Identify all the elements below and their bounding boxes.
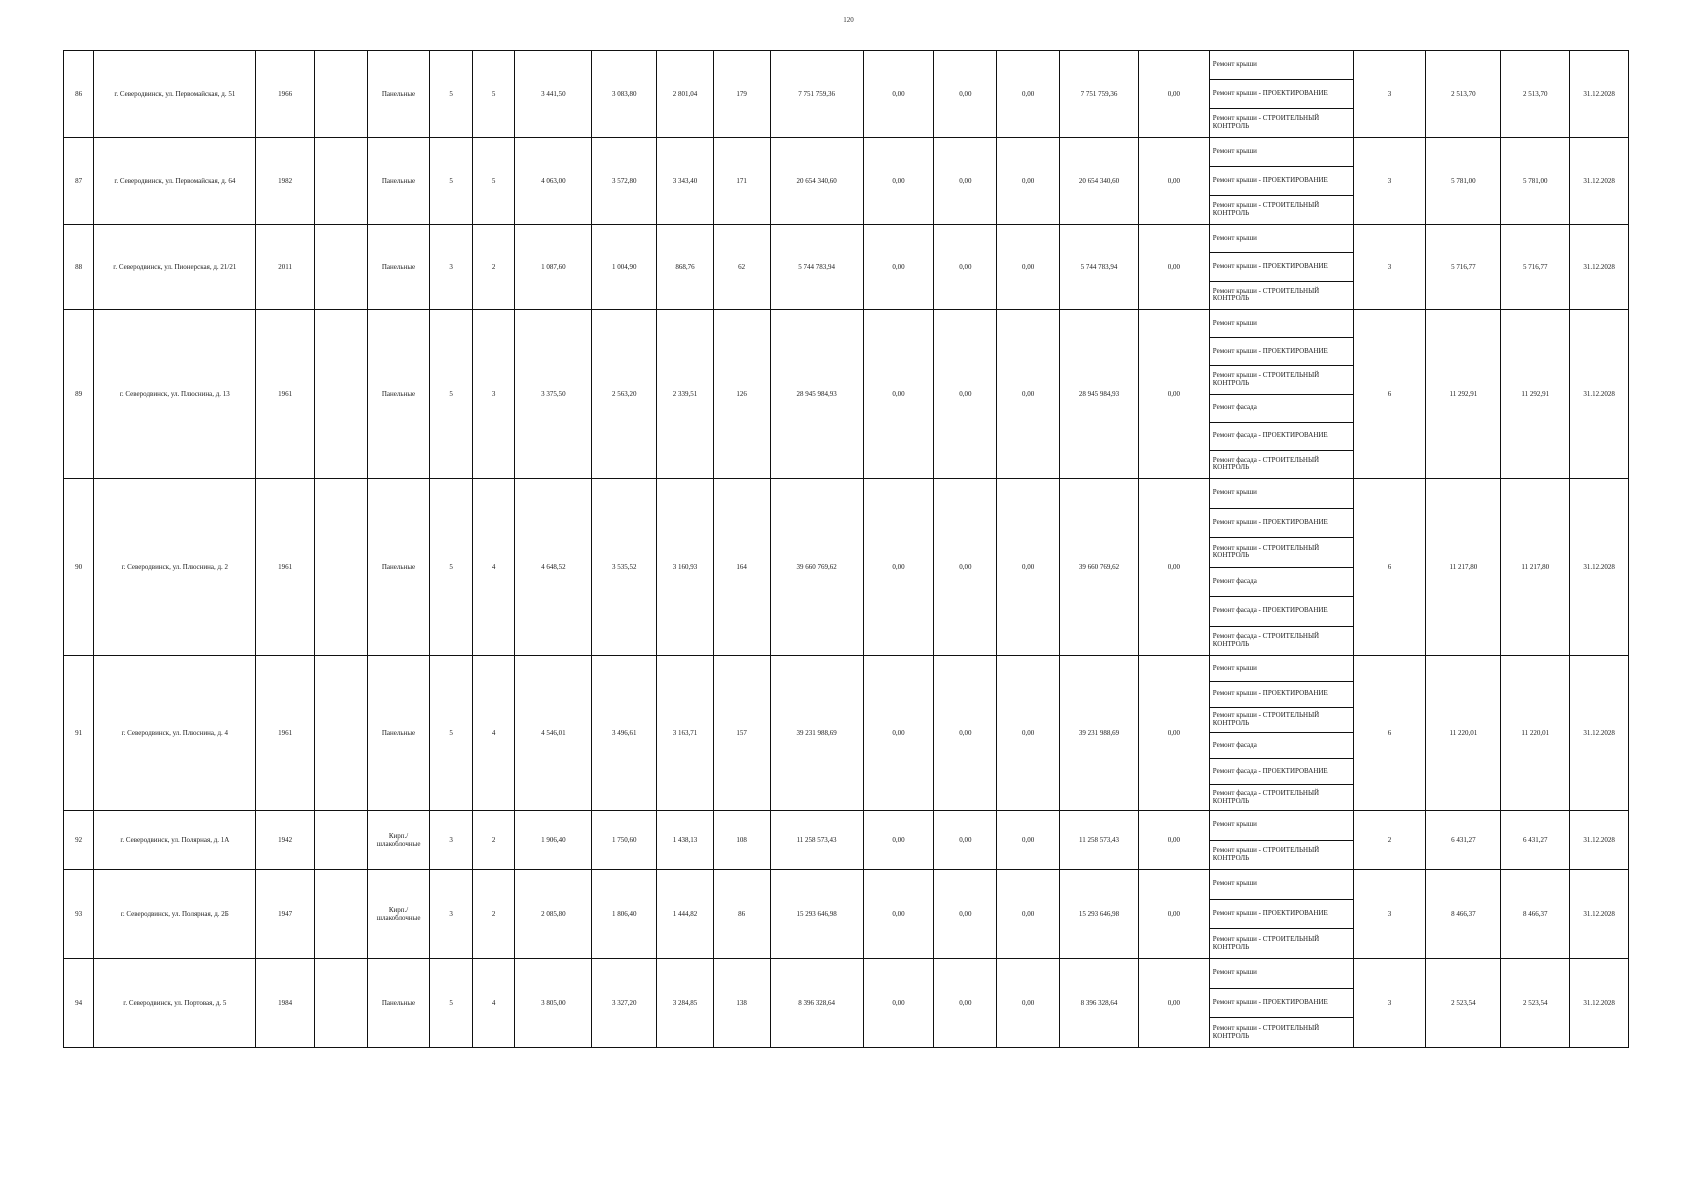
entrances-cell: 4 [472, 959, 515, 1048]
year-built-cell: 1961 [256, 656, 315, 811]
fund-other-cell: 0,00 [1138, 656, 1209, 811]
area-owned-cell: 2 801,04 [657, 51, 714, 138]
specific-cost-cell: 8 466,37 [1426, 870, 1501, 959]
works-cell [1209, 225, 1353, 310]
entrances-cell: 4 [472, 656, 515, 811]
entrances-cell: 4 [472, 479, 515, 656]
work-item: Ремонт крыши - ПРОЕКТИРОВАНИЕ [1210, 253, 1353, 281]
cost-total-cell: 11 258 573,43 [770, 811, 863, 870]
fund-owners-cell: 20 654 340,60 [1059, 138, 1138, 225]
works-cell [1209, 138, 1353, 225]
specific-cost-cell: 2 513,70 [1426, 51, 1501, 138]
year-extra-cell [315, 811, 368, 870]
fund2-cell: 0,00 [934, 870, 997, 959]
work-count-cell: 6 [1353, 310, 1426, 479]
work-item: Ремонт крыши - СТРОИТЕЛЬНЫЙ КОНТРОЛЬ [1212, 934, 1320, 951]
cost-total-cell: 28 945 984,93 [770, 310, 863, 479]
area-owned-cell: 1 438,13 [657, 811, 714, 870]
year-extra-cell [315, 870, 368, 959]
fund2-cell: 0,00 [934, 310, 997, 479]
work-count-cell: 3 [1353, 225, 1426, 310]
address-cell: г. Северодвинск, ул. Полярная, д. 1А [94, 811, 256, 870]
year-extra-cell [315, 656, 368, 811]
year-extra-cell [315, 225, 368, 310]
entrances-cell: 2 [472, 811, 515, 870]
fund2-cell: 0,00 [934, 811, 997, 870]
cost-total-cell: 39 660 769,62 [770, 479, 863, 656]
row-number: 88 [64, 225, 94, 310]
work-item: Ремонт крыши [1210, 811, 1353, 841]
specific-cost-cell: 5 716,77 [1426, 225, 1501, 310]
fund2-cell: 0,00 [934, 138, 997, 225]
deadline-cell: 31.12.2028 [1570, 51, 1629, 138]
max-cost-cell: 11 217,80 [1501, 479, 1570, 656]
cost-total-cell: 39 231 988,69 [770, 656, 863, 811]
work-count-cell: 3 [1353, 51, 1426, 138]
specific-cost-cell: 5 781,00 [1426, 138, 1501, 225]
work-count-cell: 3 [1353, 959, 1426, 1048]
fund-other-cell: 0,00 [1138, 870, 1209, 959]
address-cell: г. Северодвинск, ул. Плюснина, д. 2 [94, 479, 256, 656]
works-cell [1209, 870, 1353, 959]
work-item: Ремонт фасада - ПРОЕКТИРОВАНИЕ [1210, 423, 1353, 451]
area-total-cell: 3 805,00 [515, 959, 592, 1048]
residents-cell: 157 [713, 656, 770, 811]
works-list [1210, 51, 1353, 137]
row-number: 91 [64, 656, 94, 811]
fund-other-cell: 0,00 [1138, 479, 1209, 656]
fund1-cell: 0,00 [863, 959, 934, 1048]
work-item: Ремонт фасада - ПРОЕКТИРОВАНИЕ [1210, 759, 1353, 785]
wall-material-cell: Кирп./ шлакоблочные [367, 811, 430, 870]
fund3-cell: 0,00 [997, 138, 1060, 225]
work-item: Ремонт фасада - СТРОИТЕЛЬНЫЙ КОНТРОЛЬ [1212, 788, 1320, 805]
residents-cell: 126 [713, 310, 770, 479]
fund-owners-cell: 11 258 573,43 [1059, 811, 1138, 870]
work-item: Ремонт фасада [1210, 568, 1353, 598]
fund1-cell: 0,00 [863, 479, 934, 656]
work-item: Ремонт фасада - ПРОЕКТИРОВАНИЕ [1210, 597, 1353, 627]
works-list [1210, 310, 1353, 478]
table-row [64, 870, 1629, 959]
works-list [1210, 811, 1353, 869]
work-item: Ремонт крыши - СТРОИТЕЛЬНЫЙ КОНТРОЛЬ [1212, 286, 1320, 303]
address-cell: г. Северодвинск, ул. Пионерская, д. 21/21 [94, 225, 256, 310]
year-built-cell: 2011 [256, 225, 315, 310]
table-row [64, 310, 1629, 479]
fund1-cell: 0,00 [863, 138, 934, 225]
deadline-cell: 31.12.2028 [1570, 870, 1629, 959]
area-residential-cell: 1 750,60 [592, 811, 657, 870]
residents-cell: 62 [713, 225, 770, 310]
fund-other-cell: 0,00 [1138, 811, 1209, 870]
cost-total-cell: 15 293 646,98 [770, 870, 863, 959]
fund3-cell: 0,00 [997, 811, 1060, 870]
area-owned-cell: 3 343,40 [657, 138, 714, 225]
fund-owners-cell: 5 744 783,94 [1059, 225, 1138, 310]
max-cost-cell: 5 716,77 [1501, 225, 1570, 310]
works-list [1210, 959, 1353, 1047]
fund-other-cell: 0,00 [1138, 959, 1209, 1048]
year-extra-cell [315, 51, 368, 138]
residents-cell: 164 [713, 479, 770, 656]
entrances-cell: 2 [472, 225, 515, 310]
table-row [64, 138, 1629, 225]
work-item: Ремонт крыши [1210, 310, 1353, 338]
fund1-cell: 0,00 [863, 870, 934, 959]
fund2-cell: 0,00 [934, 959, 997, 1048]
wall-material-cell: Панельные [367, 138, 430, 225]
work-item: Ремонт фасада [1210, 733, 1353, 759]
row-number: 89 [64, 310, 94, 479]
work-item: Ремонт крыши [1210, 138, 1353, 167]
fund-other-cell: 0,00 [1138, 138, 1209, 225]
works-cell [1209, 656, 1353, 811]
area-residential-cell: 1 806,40 [592, 870, 657, 959]
work-item: Ремонт крыши [1210, 870, 1353, 900]
row-number: 87 [64, 138, 94, 225]
fund2-cell: 0,00 [934, 479, 997, 656]
work-item: Ремонт крыши - СТРОИТЕЛЬНЫЙ КОНТРОЛЬ [1212, 846, 1320, 862]
max-cost-cell: 11 292,91 [1501, 310, 1570, 479]
area-total-cell: 1 087,60 [515, 225, 592, 310]
works-list [1210, 225, 1353, 309]
residents-cell: 171 [713, 138, 770, 225]
floors-cell: 5 [430, 51, 473, 138]
area-residential-cell: 3 083,80 [592, 51, 657, 138]
entrances-cell: 2 [472, 870, 515, 959]
work-item: Ремонт крыши [1210, 656, 1353, 682]
work-item: Ремонт крыши - ПРОЕКТИРОВАНИЕ [1210, 338, 1353, 366]
max-cost-cell: 8 466,37 [1501, 870, 1570, 959]
work-count-cell: 6 [1353, 479, 1426, 656]
area-total-cell: 3 441,50 [515, 51, 592, 138]
fund-owners-cell: 8 396 328,64 [1059, 959, 1138, 1048]
deadline-cell: 31.12.2028 [1570, 811, 1629, 870]
area-owned-cell: 3 284,85 [657, 959, 714, 1048]
fund-owners-cell: 28 945 984,93 [1059, 310, 1138, 479]
page-number: 120 [843, 16, 854, 24]
address-cell: г. Северодвинск, ул. Первомайская, д. 51 [94, 51, 256, 138]
row-number: 93 [64, 870, 94, 959]
works-list [1210, 870, 1353, 958]
work-count-cell: 3 [1353, 138, 1426, 225]
deadline-cell: 31.12.2028 [1570, 656, 1629, 811]
wall-material-cell: Панельные [367, 479, 430, 656]
max-cost-cell: 5 781,00 [1501, 138, 1570, 225]
address-cell: г. Северодвинск, ул. Первомайская, д. 64 [94, 138, 256, 225]
deadline-cell: 31.12.2028 [1570, 138, 1629, 225]
specific-cost-cell: 11 217,80 [1426, 479, 1501, 656]
area-owned-cell: 3 163,71 [657, 656, 714, 811]
year-extra-cell [315, 138, 368, 225]
cost-total-cell: 7 751 759,36 [770, 51, 863, 138]
max-cost-cell: 6 431,27 [1501, 811, 1570, 870]
cost-total-cell: 5 744 783,94 [770, 225, 863, 310]
floors-cell: 5 [430, 959, 473, 1048]
works-cell [1209, 959, 1353, 1048]
fund-other-cell: 0,00 [1138, 51, 1209, 138]
max-cost-cell: 2 523,54 [1501, 959, 1570, 1048]
work-item: Ремонт крыши - ПРОЕКТИРОВАНИЕ [1210, 167, 1353, 196]
floors-cell: 3 [430, 811, 473, 870]
work-item: Ремонт крыши - ПРОЕКТИРОВАНИЕ [1210, 682, 1353, 708]
row-number: 90 [64, 479, 94, 656]
year-built-cell: 1984 [256, 959, 315, 1048]
fund3-cell: 0,00 [997, 310, 1060, 479]
wall-material-cell: Панельные [367, 310, 430, 479]
work-item: Ремонт крыши - СТРОИТЕЛЬНЫЙ КОНТРОЛЬ [1212, 114, 1320, 130]
specific-cost-cell: 11 220,01 [1426, 656, 1501, 811]
fund1-cell: 0,00 [863, 811, 934, 870]
work-count-cell: 3 [1353, 870, 1426, 959]
floors-cell: 5 [430, 138, 473, 225]
residents-cell: 108 [713, 811, 770, 870]
floors-cell: 5 [430, 310, 473, 479]
fund1-cell: 0,00 [863, 310, 934, 479]
year-extra-cell [315, 310, 368, 479]
table-row [64, 811, 1629, 870]
address-cell: г. Северодвинск, ул. Плюснина, д. 13 [94, 310, 256, 479]
fund3-cell: 0,00 [997, 656, 1060, 811]
year-built-cell: 1942 [256, 811, 315, 870]
works-list [1210, 479, 1353, 655]
max-cost-cell: 2 513,70 [1501, 51, 1570, 138]
address-cell: г. Северодвинск, ул. Портовая, д. 5 [94, 959, 256, 1048]
floors-cell: 5 [430, 479, 473, 656]
address-cell: г. Северодвинск, ул. Полярная, д. 2Б [94, 870, 256, 959]
area-total-cell: 4 546,01 [515, 656, 592, 811]
wall-material-cell: Панельные [367, 51, 430, 138]
area-total-cell: 1 906,40 [515, 811, 592, 870]
area-residential-cell: 3 496,61 [592, 656, 657, 811]
work-item: Ремонт крыши - ПРОЕКТИРОВАНИЕ [1210, 509, 1353, 539]
fund3-cell: 0,00 [997, 225, 1060, 310]
work-item: Ремонт крыши [1210, 479, 1353, 509]
work-item: Ремонт фасада - СТРОИТЕЛЬНЫЙ КОНТРОЛЬ [1212, 632, 1320, 648]
table-row [64, 959, 1629, 1048]
work-item: Ремонт крыши - СТРОИТЕЛЬНЫЙ КОНТРОЛЬ [1210, 708, 1353, 734]
specific-cost-cell: 11 292,91 [1426, 310, 1501, 479]
work-item: Ремонт фасада - СТРОИТЕЛЬНЫЙ КОНТРОЛЬ [1212, 455, 1320, 472]
fund-owners-cell: 39 231 988,69 [1059, 656, 1138, 811]
work-item: Ремонт крыши - СТРОИТЕЛЬНЫЙ КОНТРОЛЬ [1210, 366, 1353, 394]
work-item: Ремонт крыши - СТРОИТЕЛЬНЫЙ КОНТРОЛЬ [1212, 1023, 1320, 1040]
floors-cell: 3 [430, 870, 473, 959]
work-item: Ремонт крыши - СТРОИТЕЛЬНЫЙ КОНТРОЛЬ [1212, 201, 1320, 217]
area-owned-cell: 3 160,93 [657, 479, 714, 656]
area-owned-cell: 2 339,51 [657, 310, 714, 479]
work-count-cell: 6 [1353, 656, 1426, 811]
fund-other-cell: 0,00 [1138, 310, 1209, 479]
year-extra-cell [315, 479, 368, 656]
work-item: Ремонт фасада [1210, 395, 1353, 423]
cost-total-cell: 20 654 340,60 [770, 138, 863, 225]
deadline-cell: 31.12.2028 [1570, 479, 1629, 656]
fund1-cell: 0,00 [863, 656, 934, 811]
table-row [64, 656, 1629, 811]
work-item: Ремонт крыши - ПРОЕКТИРОВАНИЕ [1210, 989, 1353, 1019]
works-cell [1209, 51, 1353, 138]
row-number: 92 [64, 811, 94, 870]
works-list [1210, 656, 1353, 810]
cost-total-cell: 8 396 328,64 [770, 959, 863, 1048]
fund3-cell: 0,00 [997, 479, 1060, 656]
fund-other-cell: 0,00 [1138, 225, 1209, 310]
area-owned-cell: 1 444,82 [657, 870, 714, 959]
specific-cost-cell: 2 523,54 [1426, 959, 1501, 1048]
area-residential-cell: 2 563,20 [592, 310, 657, 479]
fund-owners-cell: 15 293 646,98 [1059, 870, 1138, 959]
year-built-cell: 1961 [256, 479, 315, 656]
fund1-cell: 0,00 [863, 51, 934, 138]
area-residential-cell: 3 535,52 [592, 479, 657, 656]
entrances-cell: 5 [472, 51, 515, 138]
max-cost-cell: 11 220,01 [1501, 656, 1570, 811]
deadline-cell: 31.12.2028 [1570, 225, 1629, 310]
year-built-cell: 1961 [256, 310, 315, 479]
work-item: Ремонт крыши - ПРОЕКТИРОВАНИЕ [1210, 900, 1353, 930]
specific-cost-cell: 6 431,27 [1426, 811, 1501, 870]
wall-material-cell: Панельные [367, 656, 430, 811]
area-total-cell: 4 648,52 [515, 479, 592, 656]
fund2-cell: 0,00 [934, 656, 997, 811]
fund2-cell: 0,00 [934, 225, 997, 310]
works-list [1210, 138, 1353, 224]
fund-owners-cell: 39 660 769,62 [1059, 479, 1138, 656]
wall-material-cell: Панельные [367, 225, 430, 310]
capital-repair-table [63, 50, 1629, 1048]
residents-cell: 179 [713, 51, 770, 138]
area-total-cell: 3 375,50 [515, 310, 592, 479]
area-total-cell: 2 085,80 [515, 870, 592, 959]
wall-material-cell: Кирп./ шлакоблочные [367, 870, 430, 959]
fund1-cell: 0,00 [863, 225, 934, 310]
deadline-cell: 31.12.2028 [1570, 959, 1629, 1048]
work-item: Ремонт крыши [1210, 51, 1353, 80]
fund3-cell: 0,00 [997, 870, 1060, 959]
fund3-cell: 0,00 [997, 51, 1060, 138]
works-cell [1209, 479, 1353, 656]
area-residential-cell: 1 004,90 [592, 225, 657, 310]
address-cell: г. Северодвинск, ул. Плюснина, д. 4 [94, 656, 256, 811]
table-row [64, 479, 1629, 656]
floors-cell: 5 [430, 656, 473, 811]
fund-owners-cell: 7 751 759,36 [1059, 51, 1138, 138]
area-owned-cell: 868,76 [657, 225, 714, 310]
table-row [64, 225, 1629, 310]
row-number: 86 [64, 51, 94, 138]
work-item: Ремонт крыши - СТРОИТЕЛЬНЫЙ КОНТРОЛЬ [1210, 538, 1353, 568]
table-row [64, 51, 1629, 138]
year-built-cell: 1966 [256, 51, 315, 138]
year-built-cell: 1947 [256, 870, 315, 959]
area-total-cell: 4 063,00 [515, 138, 592, 225]
wall-material-cell: Панельные [367, 959, 430, 1048]
work-item: Ремонт крыши [1210, 225, 1353, 253]
year-extra-cell [315, 959, 368, 1048]
entrances-cell: 3 [472, 310, 515, 479]
entrances-cell: 5 [472, 138, 515, 225]
deadline-cell: 31.12.2028 [1570, 310, 1629, 479]
area-residential-cell: 3 327,20 [592, 959, 657, 1048]
work-item: Ремонт крыши - ПРОЕКТИРОВАНИЕ [1210, 80, 1353, 109]
works-cell [1209, 811, 1353, 870]
fund2-cell: 0,00 [934, 51, 997, 138]
floors-cell: 3 [430, 225, 473, 310]
work-item: Ремонт крыши [1210, 959, 1353, 989]
fund3-cell: 0,00 [997, 959, 1060, 1048]
residents-cell: 86 [713, 870, 770, 959]
work-count-cell: 2 [1353, 811, 1426, 870]
area-residential-cell: 3 572,80 [592, 138, 657, 225]
row-number: 94 [64, 959, 94, 1048]
residents-cell: 138 [713, 959, 770, 1048]
works-cell [1209, 310, 1353, 479]
year-built-cell: 1982 [256, 138, 315, 225]
